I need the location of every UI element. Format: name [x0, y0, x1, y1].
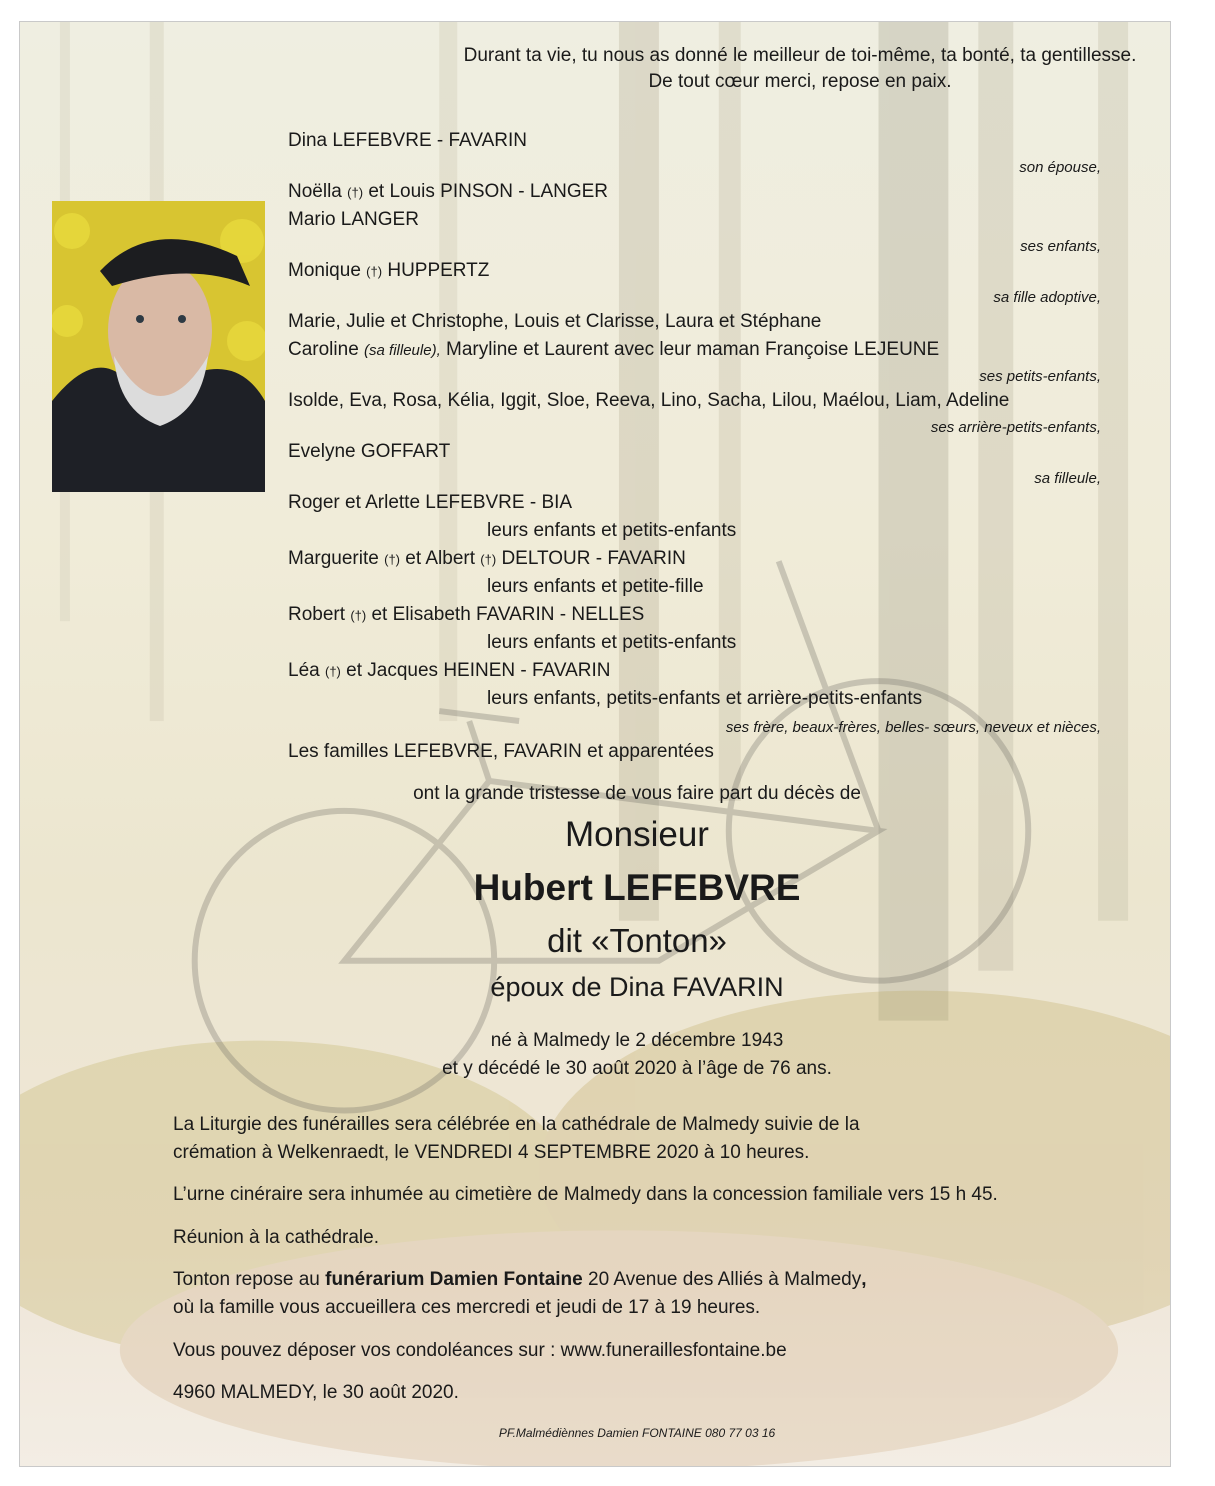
sibling-1: Roger et Arlette LEFEBVRE - BIA	[288, 492, 573, 513]
sibling-2-sub: leurs enfants et petite-fille	[487, 576, 704, 597]
spouse-role: son épouse,	[1019, 159, 1101, 176]
liturgy-line-2: crémation à Welkenraedt, le VENDREDI 4 SEPTEMBRE 2020 à 10 heures.	[173, 1142, 810, 1163]
sibling-4: Léa (†) et Jacques HEINEN - FAVARIN	[288, 660, 611, 681]
children-role: ses enfants,	[1020, 238, 1101, 255]
nickname: dit «Tonton»	[547, 922, 727, 959]
sibling-1-sub: leurs enfants et petits-enfants	[487, 520, 737, 541]
funeral-home-line-1: Tonton repose au funérarium Damien Fontaine 20 Avenue des Alliés à Malmedy,	[173, 1269, 867, 1290]
announcement-intro: ont la grande tristesse de vous faire part du décès de	[413, 783, 861, 804]
sibling-3: Robert (†) et Elisabeth FAVARIN - NELLES	[288, 604, 645, 625]
place-and-date: 4960 MALMEDY, le 30 août 2020.	[173, 1382, 459, 1403]
sibling-2: Marguerite (†) et Albert (†) DELTOUR - FAVARIN	[288, 548, 686, 569]
sibling-3-sub: leurs enfants et petits-enfants	[487, 632, 737, 653]
child-line-2: Mario LANGER	[288, 209, 419, 230]
condolences-info: Vous pouvez déposer vos condoléances sur : www.funeraillesfontaine.be	[173, 1340, 787, 1361]
liturgy-line-1: La Liturgie des funérailles sera célébrée en la cathédrale de Malmedy suivie de la	[173, 1114, 860, 1135]
dagger-mark: (†)	[480, 552, 497, 567]
adoptive-role: sa fille adoptive,	[993, 289, 1101, 306]
birth-info: né à Malmedy le 2 décembre 1943	[490, 1030, 784, 1051]
death-info: et y décédé le 30 août 2020 à l’âge de 76 ans.	[442, 1058, 832, 1079]
goddaughter-role: sa filleule,	[1034, 470, 1101, 487]
sibling-4-sub: leurs enfants, petits-enfants et arrière-petits-enfants	[487, 688, 923, 709]
related-families: Les familles LEFEBVRE, FAVARIN et apparentées	[288, 741, 714, 762]
child-line-1: Noëlla (†) et Louis PINSON - LANGER	[288, 181, 609, 202]
grandchildren-line-1: Marie, Julie et Christophe, Louis et Clarisse, Laura et Stéphane	[288, 311, 822, 332]
meeting-info: Réunion à la cathédrale.	[173, 1227, 379, 1248]
goddaughter-name: Evelyne GOFFART	[288, 441, 451, 462]
dagger-mark: (†)	[324, 664, 341, 679]
adoptive-daughter: Monique (†) HUPPERTZ	[288, 260, 490, 281]
grandchildren-role: ses petits-enfants,	[979, 368, 1101, 385]
quote-line-2: De tout cœur merci, repose en paix.	[648, 71, 952, 92]
dagger-mark: (†)	[384, 552, 400, 567]
dagger-mark: (†)	[347, 185, 364, 200]
urn-info: L’urne cinéraire sera inhumée au cimetière de Malmedy dans la concession familiale vers 15 h 45.	[173, 1184, 998, 1205]
dagger-mark: (†)	[366, 264, 383, 279]
dagger-mark: (†)	[350, 608, 367, 623]
footer-credit: PF.Malmédiènnes Damien FONTAINE 080 77 03 16	[498, 1426, 776, 1440]
great-grandchildren-role: ses arrière-petits-enfants,	[930, 419, 1101, 436]
grandchildren-line-2: Caroline (sa filleule), Maryline et Laurent avec leur maman Françoise LEJEUNE	[288, 339, 940, 360]
deceased-name: Hubert LEFEBVRE	[473, 867, 801, 908]
obituary-card	[19, 21, 1171, 1467]
spouse-name: Dina LEFEBVRE - FAVARIN	[288, 130, 527, 151]
siblings-role: ses frère, beaux-frères, belles- sœurs, neveux et nièces,	[725, 719, 1101, 736]
great-grandchildren: Isolde, Eva, Rosa, Kélia, Iggit, Sloe, Reeva, Lino, Sacha, Lilou, Maélou, Liam, Adeline	[288, 390, 1010, 411]
funeral-home-line-2: où la famille vous accueillera ces mercredi et jeudi de 17 à 19 heures.	[173, 1297, 761, 1318]
spouse-of: époux de Dina FAVARIN	[490, 972, 784, 1002]
honorific: Monsieur	[565, 815, 709, 854]
quote-line-1: Durant ta vie, tu nous as donné le meilleur de toi-même, ta bonté, ta gentillesse.	[463, 45, 1137, 66]
portrait-photo	[52, 201, 265, 492]
